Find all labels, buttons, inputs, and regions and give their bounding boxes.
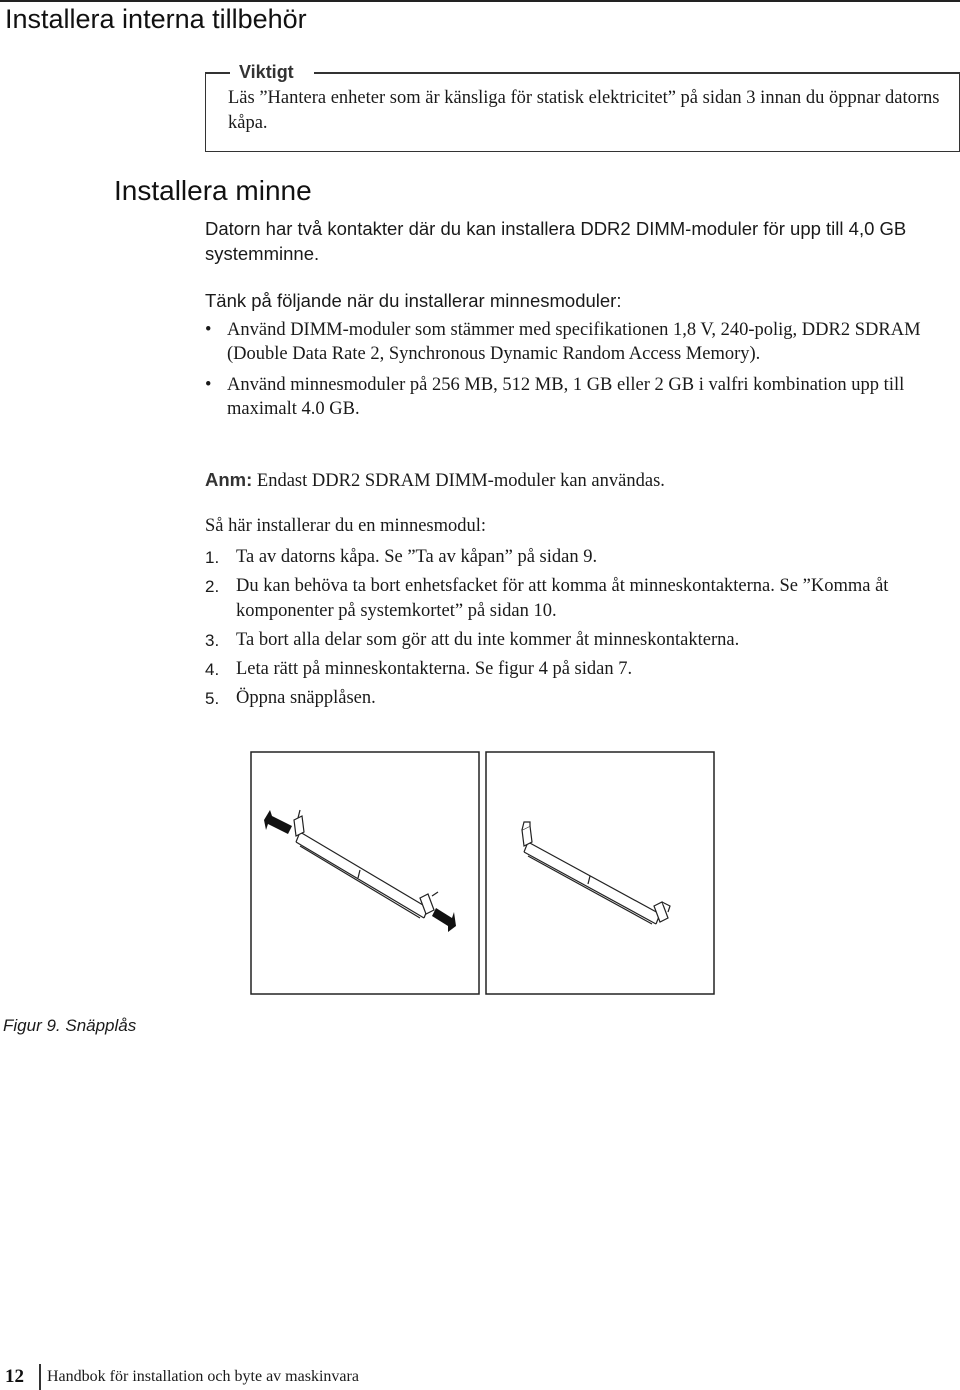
step-text: Ta bort alla delar som gör att du inte kommer åt minneskontakterna. bbox=[236, 630, 740, 650]
page-footer bbox=[0, 1362, 960, 1390]
step-item bbox=[205, 657, 945, 682]
step-item bbox=[205, 545, 945, 570]
consider-paragraph: Tänk på följande när du installerar minnesmoduler: bbox=[205, 290, 622, 311]
step-text: Ta av datorns kåpa. Se ”Ta av kåpan” på sidan 9. bbox=[236, 547, 598, 567]
top-rule bbox=[0, 0, 960, 2]
chapter-title: Installera interna tillbehör bbox=[5, 4, 307, 34]
step-item bbox=[205, 686, 945, 711]
step-item bbox=[205, 628, 945, 653]
steps-list bbox=[205, 545, 945, 715]
important-note-box bbox=[205, 62, 960, 152]
figure-caption: Figur 9. Snäpplås bbox=[3, 1016, 137, 1035]
list-item bbox=[205, 318, 945, 366]
step-text: Leta rätt på minneskontakterna. Se figur 4 på sidan 7. bbox=[236, 659, 633, 679]
note-text: Läs ”Hantera enheter som är känsliga för statisk elektricitet” på sidan 3 innan du öppnar datorns kåpa. bbox=[228, 88, 940, 133]
step-number: 2. bbox=[205, 577, 220, 596]
page-number: 12 bbox=[5, 1366, 24, 1387]
panel-left bbox=[251, 752, 479, 994]
note-box-top-rule-left bbox=[206, 72, 230, 74]
list-item-text: Använd minnesmoduler på 256 MB, 512 MB, 1 GB eller 2 GB i valfri kombination upp till maximalt 4.0 GB. bbox=[227, 375, 905, 419]
step-text: Öppna snäpplåsen. bbox=[236, 688, 376, 708]
step-number: 3. bbox=[205, 631, 220, 650]
requirements-list bbox=[205, 318, 945, 428]
note-label: Anm: bbox=[205, 469, 253, 490]
step-text: Du kan behöva ta bort enhetsfacket för att komma åt minneskontakterna. Se ”Komma åt komponenter på systemkortet” på sidan 10. bbox=[236, 576, 889, 621]
section-title: Installera minne bbox=[114, 175, 312, 206]
note-text: Endast DDR2 SDRAM DIMM-moduler kan användas. bbox=[256, 471, 665, 491]
step-number: 4. bbox=[205, 660, 220, 679]
note-box-top-rule-right bbox=[314, 72, 959, 74]
book-title: Handbok för installation och byte av maskinvara bbox=[47, 1368, 359, 1385]
step-number: 5. bbox=[205, 689, 220, 708]
bullet-icon: • bbox=[205, 320, 212, 340]
step-item bbox=[205, 574, 945, 624]
note-paragraph bbox=[205, 467, 665, 494]
panel-right bbox=[486, 752, 714, 994]
howto-paragraph: Så här installerar du en minnesmodul: bbox=[205, 516, 487, 536]
intro-paragraph: Datorn har två kontakter där du kan installera DDR2 DIMM-moduler för upp till 4,0 GB systemminne. bbox=[205, 218, 907, 264]
list-item bbox=[205, 373, 945, 421]
note-heading: Viktigt bbox=[239, 62, 294, 82]
list-item-text: Använd DIMM-moduler som stämmer med specifikationen 1,8 V, 240-polig, DDR2 SDRAM (Double Data Rate 2, Synchronous Dynamic Random Access Memory). bbox=[227, 320, 921, 364]
bullet-icon: • bbox=[205, 375, 212, 395]
step-number: 1. bbox=[205, 548, 220, 567]
footer-divider bbox=[39, 1364, 41, 1390]
retaining-clip-right-panel-left bbox=[522, 822, 532, 846]
retaining-clips-figure bbox=[250, 750, 716, 997]
